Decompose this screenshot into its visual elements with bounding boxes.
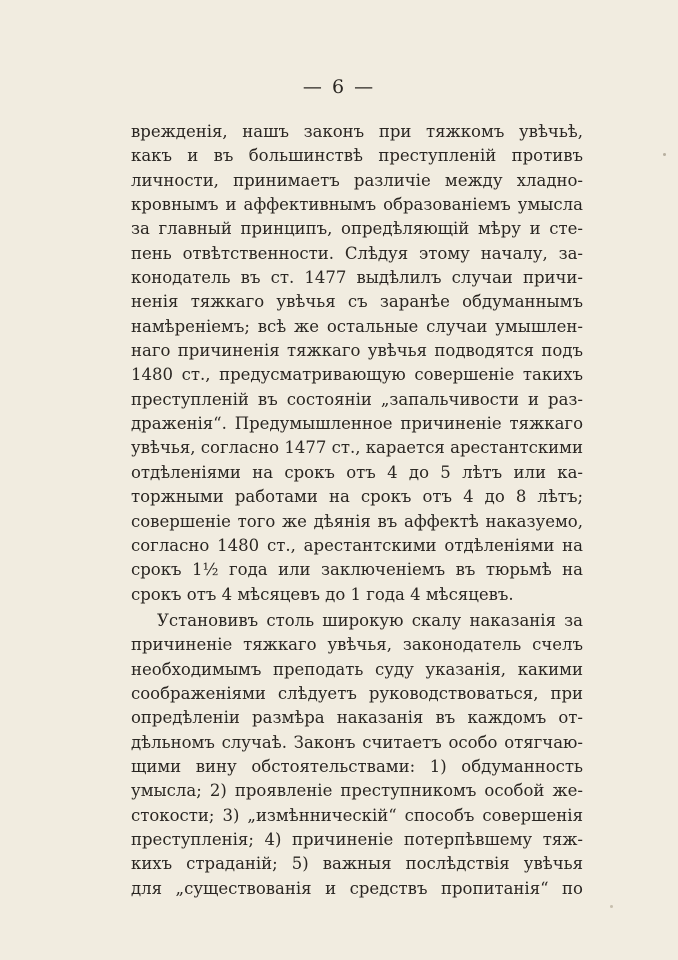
text-line: врежденія, нашъ законъ при тяжкомъ увѣчьѣ,	[131, 122, 583, 141]
text-line: пень отвѣтственности. Слѣдуя этому началу, за-	[131, 243, 583, 263]
text-line: причиненіе тяжкаго увѣчья, законодатель счелъ	[131, 635, 583, 655]
text-line: торжными работами на срокъ отъ 4 до 8 лѣтъ;	[131, 487, 583, 507]
paper-speck	[610, 905, 613, 908]
text-line: ненія тяжкаго увѣчья съ заранѣе обдуманнымъ	[131, 292, 583, 312]
page-number: — 6 —	[302, 76, 376, 98]
text-line: дѣльномъ случаѣ. Законъ считаетъ особо отягчаю-	[131, 732, 583, 752]
text-line: опредѣленіи размѣра наказанія въ каждомъ от-	[131, 708, 583, 728]
text-line: совершеніе того же дѣянія въ аффектѣ наказуемо,	[131, 511, 583, 531]
text-line: драженія“. Предумышленное причиненіе тяжкаго	[131, 414, 583, 434]
text-line: срокъ отъ 4 мѣсяцевъ до 1 года 4 мѣсяцевъ.	[131, 584, 514, 604]
text-line: умысла; 2) проявленіе преступникомъ особой же-	[131, 781, 583, 801]
text-line: кровнымъ и аффективнымъ образованіемъ умысла	[131, 195, 583, 215]
text-line: кихъ страданій; 5) важныя послѣдствія увѣчья	[131, 854, 583, 874]
text-line: увѣчья, согласно 1477 ст., карается арестантскими	[131, 438, 583, 458]
text-line: щими вину обстоятельствами: 1) обдуманность	[131, 756, 583, 776]
text-line: согласно 1480 ст., арестантскими отдѣленіями на	[131, 535, 583, 555]
text-line: какъ и въ большинствѣ преступленій противъ	[131, 146, 583, 166]
text-line: личности, принимаетъ различіе между хладно-	[131, 170, 583, 190]
text-line: конодатель въ ст. 1477 выдѣлилъ случаи причи-	[131, 268, 583, 288]
text-line: для „существованія и средствъ пропитанія“ по	[131, 878, 583, 898]
text-line: наго причиненія тяжкаго увѣчья подводятся подъ	[131, 341, 583, 361]
text-line: преступленія; 4) причиненіе потерпѣвшему тяж-	[131, 829, 583, 849]
text-line: 1480 ст., предусматривающую совершеніе такихъ	[131, 365, 583, 385]
text-line: намѣреніемъ; всѣ же остальные случаи умышлен-	[131, 316, 583, 336]
text-line: срокъ 1½ года или заключеніемъ въ тюрьмѣ на	[131, 560, 583, 580]
text-line: преступленій въ состояніи „запальчивости и раз-	[131, 389, 583, 409]
body-text	[131, 120, 583, 901]
text-line: необходимымъ преподать суду указанія, какими	[131, 659, 583, 679]
paragraph-first-line: Установивъ столь широкую скалу наказанія за	[157, 610, 583, 630]
text-line: отдѣленіями на срокъ отъ 4 до 5 лѣтъ или ка-	[131, 462, 583, 482]
text-line: за главный принципъ, опредѣляющій мѣру и сте-	[131, 219, 583, 239]
text-line: соображеніями слѣдуетъ руководствоваться, при	[131, 683, 583, 703]
text-line: стокости; 3) „измѣнническій“ способъ совершенія	[131, 805, 583, 825]
paper-speck	[663, 153, 666, 156]
